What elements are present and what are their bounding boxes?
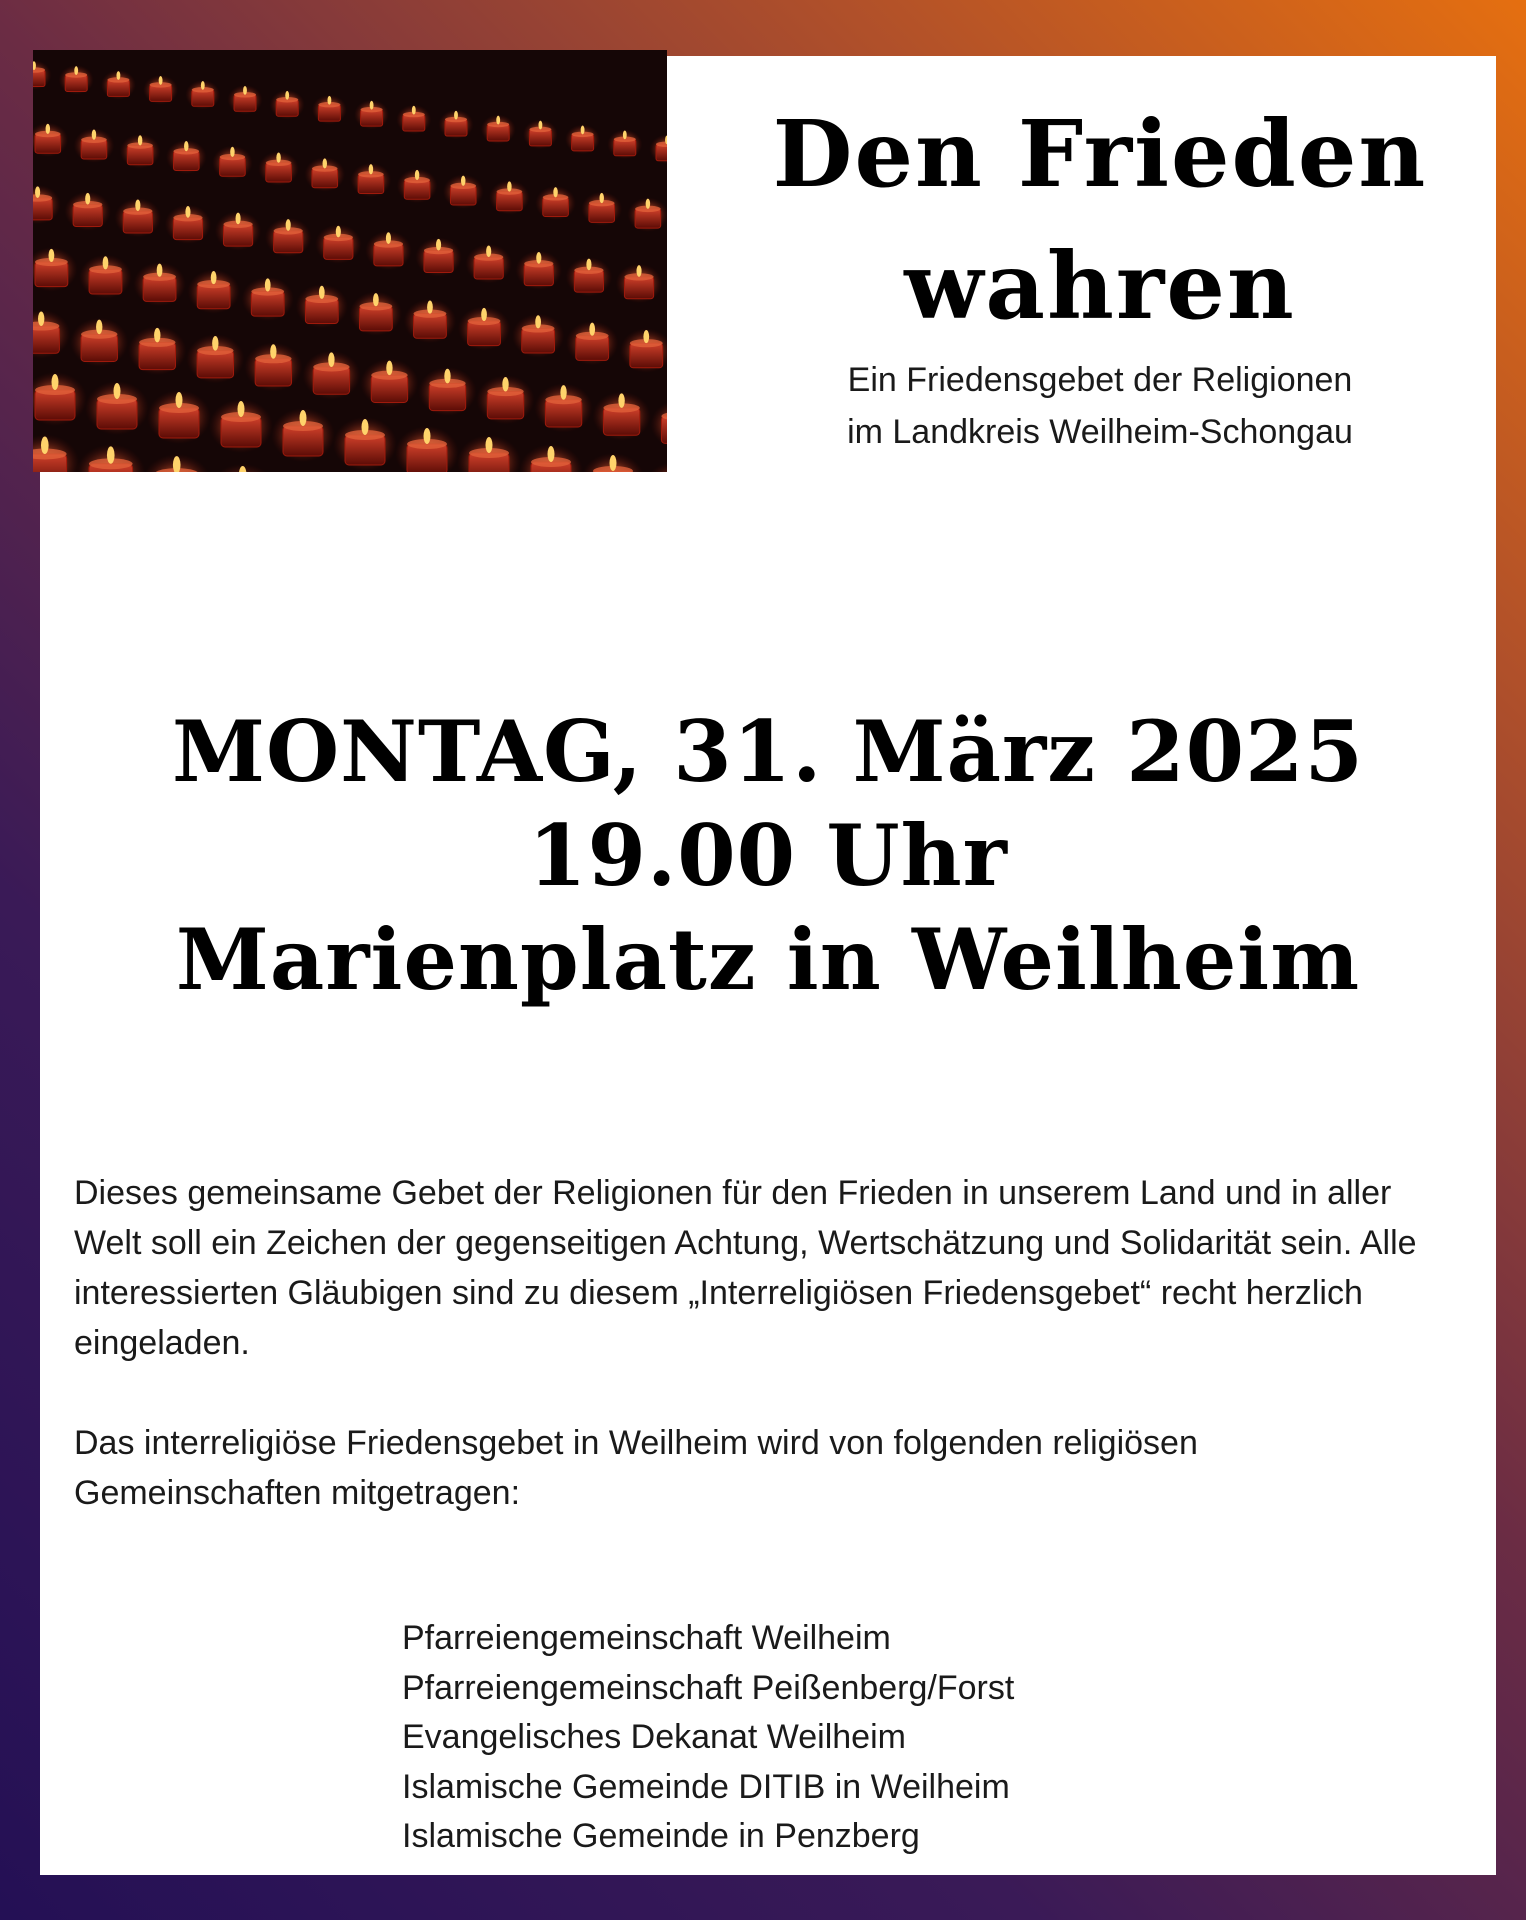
candle-flame [454, 111, 458, 120]
candle-flame [370, 101, 374, 110]
candle-flame [212, 336, 218, 351]
candle-flame [52, 374, 59, 390]
candle-flame [184, 141, 188, 151]
candle-flame [176, 392, 183, 408]
candle-flame [238, 401, 245, 417]
candle-flame [336, 226, 341, 238]
candle-glass [661, 416, 667, 443]
candle-flame [427, 301, 433, 314]
event-time: 19.00 Uhr [528, 806, 1008, 905]
candle-flame [538, 121, 542, 130]
candle-flame [265, 278, 271, 291]
candle-flame [581, 126, 585, 135]
list-item: Pfarreiengemeinschaft Peißenberg/Forst [402, 1668, 1015, 1707]
candle-flame [386, 232, 391, 244]
list-item: Islamische Gemeinde DITIB in Weilheim [402, 1767, 1010, 1806]
candle-flame [424, 428, 431, 444]
candle-flame [201, 81, 205, 90]
candle-flame [328, 352, 334, 367]
candle-flame [85, 193, 90, 205]
candle-flame [285, 91, 289, 100]
candle-flame [636, 265, 641, 277]
candle-flame [107, 446, 115, 463]
candle-flame [116, 71, 120, 80]
list-item: Pfarreiengemeinschaft Weilheim [402, 1619, 891, 1657]
candle-flame [535, 315, 541, 328]
candle-flame [486, 245, 491, 257]
candle-flame [589, 323, 595, 336]
candle-flame [270, 344, 276, 359]
candle-flame [415, 170, 419, 180]
candle-flame [369, 164, 373, 174]
candle-flame [444, 369, 450, 384]
community-list [402, 1614, 1402, 1862]
candle-flame [138, 135, 142, 145]
candle-flame [103, 256, 109, 269]
event-details [40, 700, 1496, 1012]
candle-flame [327, 96, 331, 105]
page-title [720, 88, 1480, 352]
candle-flame [74, 66, 78, 75]
subtitle-line-2: im Landkreis Weilheim-Schongau [847, 413, 1353, 451]
event-date: MONTAG, 31. März 2025 [171, 702, 1365, 801]
candle-flame [49, 249, 55, 262]
candle-flame [623, 131, 627, 140]
candle-flame [507, 181, 511, 191]
list-item: Islamische Gemeinde in Penzberg [402, 1817, 920, 1855]
subtitle [720, 354, 1480, 458]
title-line-1: Den Frieden [772, 100, 1428, 208]
candle-flame [114, 383, 121, 399]
candles-photo [33, 50, 667, 472]
candle-flame [46, 124, 50, 134]
candle-flame [373, 293, 379, 306]
candle-flame [436, 239, 441, 251]
candle-flame [92, 130, 96, 140]
candle-flame [211, 271, 217, 284]
candle-flame [618, 393, 624, 408]
candle-flame [560, 385, 566, 400]
candle-flame [135, 199, 140, 211]
candle-flame [386, 361, 392, 376]
candle-flame [159, 76, 163, 85]
candle-flame [610, 455, 617, 471]
candle-flame [154, 328, 160, 343]
candle-flame [646, 199, 650, 209]
candle-flame [276, 153, 280, 163]
candle-flame [486, 437, 493, 453]
candle-flame [599, 193, 603, 203]
candle-flame [536, 252, 541, 264]
candle-flame [461, 176, 465, 186]
invitation-text [74, 1168, 1434, 1518]
candle-flame [643, 330, 649, 343]
candle-flame [362, 419, 369, 435]
candle-flame [236, 213, 241, 225]
candle-flame [323, 158, 327, 168]
candle-flame [319, 286, 325, 299]
candle-flame [286, 219, 291, 231]
candle-flame [230, 147, 234, 157]
candle-flame [96, 320, 102, 335]
candle-flame [481, 308, 487, 321]
candle-flame [185, 206, 190, 218]
candle-flame [243, 86, 247, 95]
candle-flame [586, 259, 591, 271]
supporters-intro: Das interreligiöse Friedensgebet in Weilheim wird von folgenden religiösen Gemeinschaften mitgetragen: [74, 1424, 1198, 1512]
subtitle-line-1: Ein Friedensgebet der Religionen [847, 361, 1353, 399]
candle-flame [157, 264, 163, 277]
candle-flame [553, 187, 557, 197]
invitation-paragraph: Dieses gemeinsame Gebet der Religionen für den Frieden in unserem Land und in aller Welt soll ein Zeichen der gegenseitigen Achtung, Wertschätzung und Solidarität sein. Alle interessierten Gläubigen sind zu diesem „Interreligiösen Friedensgebet“ recht herzlich eingeladen. [74, 1174, 1417, 1362]
candle-flame [496, 116, 500, 125]
candle-flame [38, 311, 44, 326]
event-location: Marienplatz in Weilheim [175, 910, 1361, 1009]
list-item: Evangelisches Dekanat Weilheim [402, 1718, 906, 1756]
candle-flame [35, 186, 40, 198]
candle-flame [548, 446, 555, 462]
candle-flame [502, 377, 508, 392]
title-line-2: wahren [904, 232, 1296, 340]
candle-flame [41, 437, 49, 454]
candle-flame [412, 106, 416, 115]
candle-flame [300, 410, 307, 426]
